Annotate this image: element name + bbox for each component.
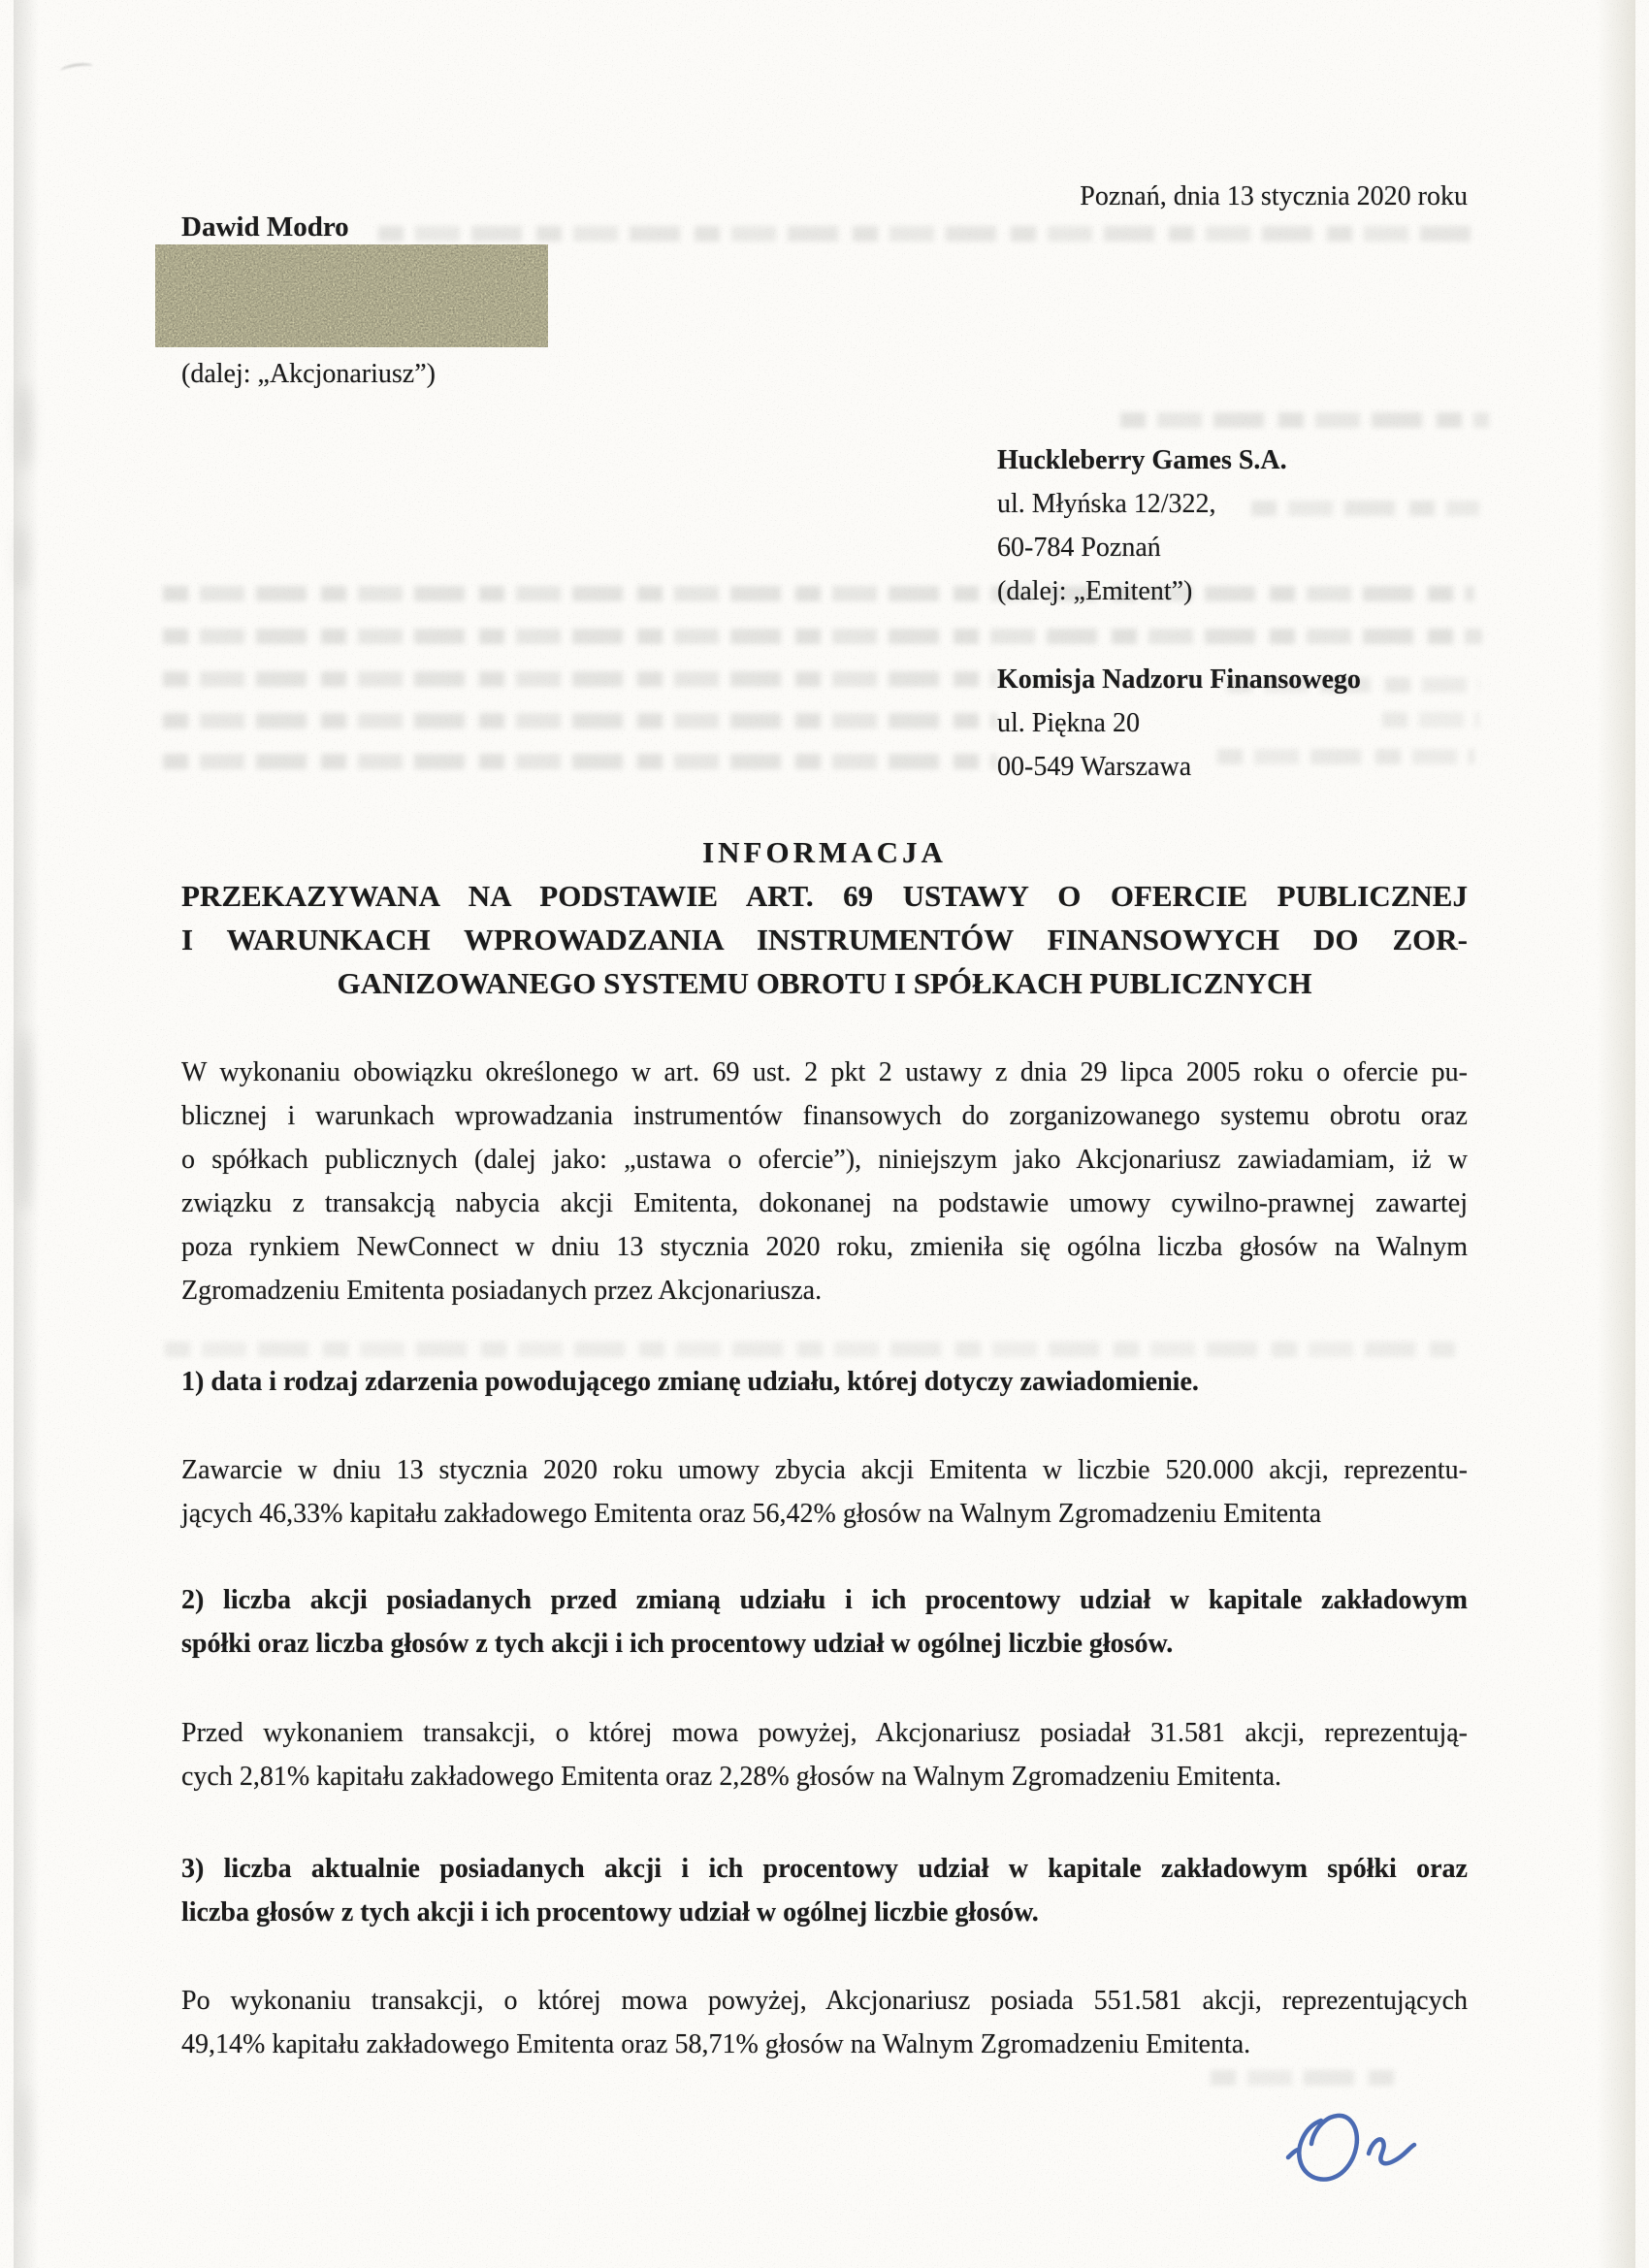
scan-right-edge-shadow xyxy=(1597,0,1635,2268)
date-line: Poznań, dnia 13 stycznia 2020 roku xyxy=(1080,181,1468,211)
signature-initials xyxy=(1269,2095,1434,2202)
scan-hair-artifact xyxy=(59,62,93,77)
bleed-line xyxy=(1120,412,1489,428)
bleed-line xyxy=(163,671,997,687)
recipient-name: Komisja Nadzoru Finansowego xyxy=(997,664,1361,695)
section-3-heading: 3) liczba aktualnie posiadanych akcji i ich procentowy udział w kapitale zakładowym spółki oraz liczba głosów z tych akcji i ich procentowy udział w ogólnej liczbie głosów. xyxy=(181,1854,1468,1928)
smudge xyxy=(16,1513,29,1620)
recipient-address: ul. Młyńska 12/322, 60-784 Poznań (dalej: „Emitent”) xyxy=(997,489,1216,606)
redaction-noise-graphic xyxy=(155,244,548,347)
smudge xyxy=(17,2086,33,2202)
document-title xyxy=(181,830,1468,1005)
title-lines: PRZEKAZYWANA NA PODSTAWIE ART. 69 USTAWY O OFERCIE PUBLICZNEJ I WARUNKACH WPROWADZANIA INSTRUMENTÓW FINANSOWYCH DO ZOR- GANIZOWANEGO SYSTEMU OBROTU I SPÓŁKACH PUBLICZNYCH xyxy=(181,879,1468,1000)
bleed-line xyxy=(163,713,997,729)
signature-ink-graphic xyxy=(1269,2095,1434,2202)
smudge xyxy=(16,524,29,592)
recipient-knf xyxy=(997,658,1469,789)
recipient-address: ul. Piękna 20 00-549 Warszawa xyxy=(997,708,1192,782)
bleed-line xyxy=(165,1342,1465,1357)
section-1-heading: 1) data i rodzaj zdarzenia powodującego zmianę udziału, której dotyczy zawiadomienie. xyxy=(181,1367,1199,1397)
section-2-paragraph: Przed wykonaniem transakcji, o której mowa powyżej, Akcjonariusz posiadał 31.581 akcji, reprezentują- cych 2,81% kapitału zakładowego Emitenta oraz 2,28% głosów na Walnym Zgromadzeniu Emitenta. xyxy=(181,1718,1468,1792)
sender-name: Dawid Modro xyxy=(181,211,349,243)
paragraph-intro: W wykonaniu obowiązku określonego w art. 69 ust. 2 pkt 2 ustawy z dnia 29 lipca 2005 roku o ofercie pu- blicznej i warunkach wprowadzania instrumentów finansowych do zorganizowanego systemu obrotu oraz o spółkach publicznych (dalej jako: „ustawa o ofercie”), niniejszym jako Akcjonariusz zawiadamiam, iż w związku z transakcją nabycia akcji Emitenta, dokonanej na podstawie umowy cywilno-prawnej zawartej poza rynkiem NewConnect w dniu 13 stycznia 2020 roku, zmieniła się ogólna liczba głosów na Walnym Zgromadzeniu Emitenta posiadanych przez Akcjonariusza. xyxy=(181,1057,1468,1306)
title-line-1: INFORMACJA xyxy=(702,835,947,869)
section-2-heading: 2) liczba akcji posiadanych przed zmianą udziału i ich procentowy udział w kapitale zakładowym spółki oraz liczba głosów z tych akcji i ich procentowy udział w ogólnej liczbie głosów. xyxy=(181,1585,1468,1659)
bleed-line xyxy=(163,629,1482,644)
smudge xyxy=(17,383,33,470)
recipient-name: Huckleberry Games S.A. xyxy=(997,445,1287,475)
recipient-emitent xyxy=(997,438,1469,613)
bleed-line xyxy=(378,226,1484,242)
bleed-line xyxy=(163,754,997,769)
section-1-paragraph: Zawarcie w dniu 13 stycznia 2020 roku umowy zbycia akcji Emitenta w liczbie 520.000 akcji, reprezentu- jących 46,33% kapitału zakładowego Emitenta oraz 56,42% głosów na Walnym Zgromadzeniu Emitenta xyxy=(181,1455,1468,1529)
bleed-line xyxy=(1211,2070,1400,2086)
smudge xyxy=(17,1028,33,1213)
section-3-paragraph: Po wykonaniu transakcji, o której mowa powyżej, Akcjonariusz posiada 551.581 akcji, reprezentujących 49,14% kapitału zakładowego Emitenta oraz 58,71% głosów na Walnym Zgromadzeniu Emitenta. xyxy=(181,1986,1468,2059)
sender-alias: (dalej: „Akcjonariusz”) xyxy=(181,359,436,389)
redacted-address-block xyxy=(155,244,548,347)
